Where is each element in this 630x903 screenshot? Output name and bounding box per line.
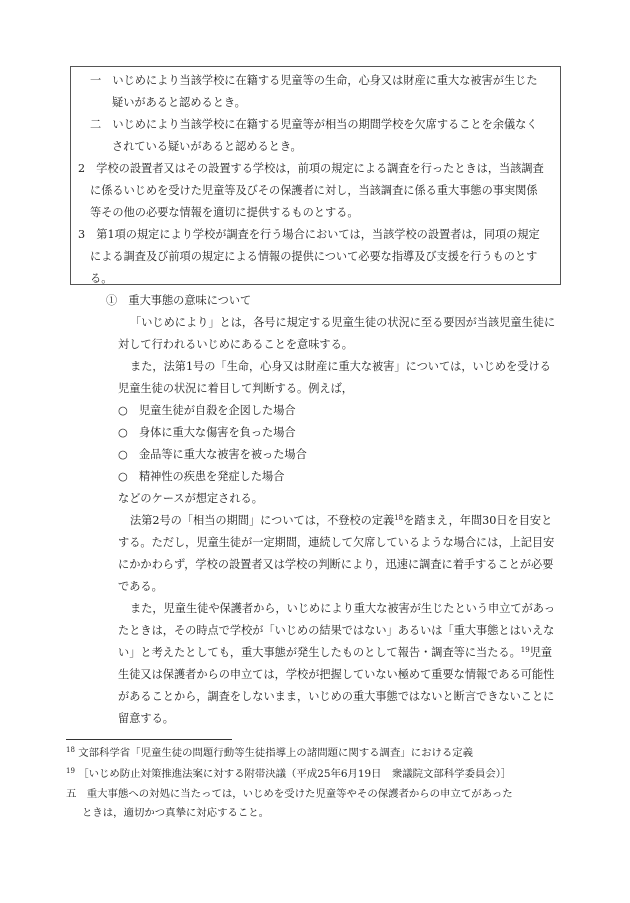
footnote-mark-19: 19 (66, 767, 75, 775)
body-line-5: などのケースが想定される。 (118, 492, 263, 505)
example-item-4: ○ 精神性の疾患を発症した場合 (118, 470, 285, 483)
footnote-mark-18: 18 (66, 746, 75, 754)
box-line-4: されている疑いがあると認めるとき。 (112, 140, 302, 153)
footnote-separator (66, 739, 232, 740)
footnote-ref-19[interactable]: 19 (520, 646, 530, 654)
body-line-2: 対して行われるいじめにあることを意味する。 (118, 338, 353, 351)
body-line-14: があることから，調査をしないまま，いじめの重大事態ではないと断言できないことに (118, 690, 555, 703)
box-line-2: 疑いがあると認めるとき。 (112, 96, 246, 109)
box-line-3: 二 いじめにより当該学校に在籍する児童等が相当の期間学校を欠席することを余儀なく (90, 118, 538, 131)
box-line-9: による調査及び前項の規定による情報の提供について必要な指導及び支援を行うものとす (90, 250, 538, 263)
section-heading: ① 重大事態の意味について (106, 294, 252, 307)
box-line-5: 2 学校の設置者又はその設置する学校は，前項の規定による調査を行ったときは，当該調査 (78, 162, 544, 175)
box-line-8: 3 第1項の規定により学校が調査を行う場合においては，当該学校の設置者は，同項の規定 (78, 228, 540, 241)
example-item-3: ○ 金品等に重大な被害を被った場合 (118, 448, 307, 461)
box-line-10: る。 (90, 272, 113, 285)
body-line-15: 留意する。 (118, 712, 174, 725)
box-line-1: 一 いじめにより当該学校に在籍する児童等の生命，心身又は財産に重大な被害が生じた (90, 74, 538, 87)
body-line-3: また，法第1号の「生命，心身又は財産に重大な被害」については，いじめを受ける (130, 360, 551, 373)
body-line-8: にかかわらず，学校の設置者又は学校の判断により，迅速に調査に着手することが必要 (118, 558, 554, 571)
body-line-10: また，児童生徒や保護者から，いじめにより重大な被害が生じたという申立てがあっ (130, 602, 556, 615)
body-line-6: 法第2号の「相当の期間」については，不登校の定義$^{18}$を踏まえ，年間30日を目安と (130, 514, 553, 527)
example-item-2: ○ 身体に重大な傷害を負った場合 (118, 426, 296, 439)
footnote-19: $^{19}$ ［いじめ防止対策推進法案に対する附帯決議（平成25年6月19日 衆議院文部科学委員会）］ (66, 767, 512, 780)
body-line-12: い」と考えたとしても，重大事態が発生したものとして報告・調査等に当たる。$^{19}$児童 (118, 646, 553, 659)
body-line-11: たときは，その時点で学校が「いじめの結果ではない」あるいは「重大事態とはいえな (118, 624, 555, 637)
box-line-6: に係るいじめを受けた児童等及びその保護者に対し，当該調査に係る重大事態の事実関係 (90, 184, 538, 197)
example-item-1: ○ 児童生徒が自殺を企図した場合 (118, 404, 296, 417)
body-line-9: である。 (118, 580, 163, 593)
footnote-18: $^{18}$ 文部科学省「児童生徒の問題行動等生徒指導上の諸問題に関する調査」における定義 (66, 746, 474, 759)
body-line-7: する。ただし，児童生徒が一定期間，連続して欠席しているような場合には，上記目安 (118, 536, 555, 549)
footnote-item-5-line-1: 五 重大事態への対処に当たっては，いじめを受けた児童等やその保護者からの申立てがあった (66, 788, 513, 800)
footnote-ref-18[interactable]: 18 (394, 514, 404, 522)
body-line-1: 「いじめにより」とは，各号に規定する児童生徒の状況に至る要因が当該児童生徒に (130, 316, 556, 329)
body-line-13: 生徒又は保護者からの申立ては，学校が把握していない極めて重要な情報である可能性 (118, 668, 555, 681)
body-line-4: 児童生徒の状況に着目して判断する。例えば， (118, 382, 353, 395)
box-line-7: 等その他の必要な情報を適切に提供するものとする。 (90, 206, 359, 219)
footnote-item-5-line-2: ときは，適切かつ真摯に対応すること。 (82, 807, 270, 819)
